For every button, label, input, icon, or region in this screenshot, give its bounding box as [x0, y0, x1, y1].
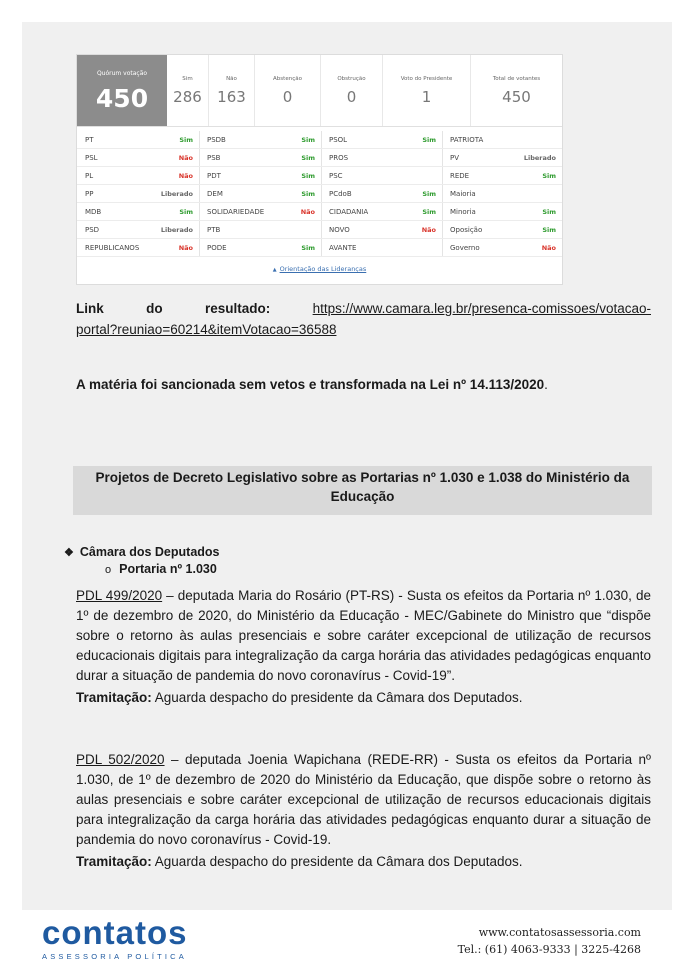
logo-word: contatos	[42, 914, 188, 951]
party-name: Minoria	[450, 208, 476, 216]
party-cell	[442, 131, 562, 149]
party-name: REPUBLICANOS	[85, 244, 140, 252]
stat-total-votantes	[471, 55, 562, 126]
party-cell	[321, 185, 442, 203]
party-name: PP	[85, 190, 94, 198]
stat-sim	[167, 55, 209, 126]
pdl-description: – deputada Maria do Rosário (PT-RS) - Susta os efeitos da Portaria nº 1.030, de 1º de dezembro de 2020, do Ministério da Educação - MEC/Gabinete do Ministro que “dispõe sobre o retorno às aulas presenciais e sobre caráter excepcional de utilização de recursos educacionais digitais para integralização da carga horária das atividades pedagógicas enquanto durar a situação de pandemia do novo coronavírus - Covid-19”.	[76, 588, 651, 683]
result-url-line1[interactable]: https://www.camara.leg.br/presenca-comissoes/votacao-	[312, 301, 651, 316]
stat-value: 286	[173, 88, 202, 106]
party-name: PCdoB	[329, 190, 352, 198]
party-vote: Sim	[422, 136, 436, 144]
stat-value: 0	[282, 88, 293, 106]
house-label: Câmara dos Deputados	[79, 545, 220, 559]
stat-obstrucao	[321, 55, 383, 126]
party-vote: Sim	[179, 136, 193, 144]
party-cell	[442, 203, 562, 221]
stat-label: Obstrução	[337, 76, 366, 82]
quorum-label: Quórum votação	[96, 70, 148, 77]
vote-summary-header	[77, 55, 562, 127]
party-vote: Sim	[422, 208, 436, 216]
stat-label: Não	[226, 76, 237, 82]
party-cell	[199, 221, 321, 239]
stat-abstencao	[255, 55, 321, 126]
party-vote: Sim	[301, 190, 315, 198]
triangle-up-icon: ▲	[272, 267, 277, 273]
party-cell	[442, 167, 562, 185]
stat-label: Voto do Presidente	[400, 76, 453, 82]
result-link-block	[76, 298, 651, 340]
party-name: DEM	[207, 190, 223, 198]
party-vote: Não	[300, 208, 315, 216]
stat-value: 0	[346, 88, 357, 106]
vote-result-panel	[76, 54, 563, 285]
party-vote: Não	[178, 154, 193, 162]
party-cell	[321, 131, 442, 149]
party-vote: Sim	[542, 172, 556, 180]
link-label-word: Link	[76, 301, 104, 316]
party-vote: Sim	[542, 226, 556, 234]
party-vote: Não	[178, 172, 193, 180]
section-title-line: Educação	[330, 489, 395, 504]
party-cell	[442, 239, 562, 257]
tramitacao-text: Aguarda despacho do presidente da Câmara dos Deputados.	[151, 854, 523, 869]
diamond-bullet-icon: ❖	[64, 547, 74, 559]
link-label-word: resultado:	[204, 301, 271, 316]
pdl-description: – deputada Joenia Wapichana (REDE-RR) - Susta os efeitos da Portaria nº 1.030, de 1º de dezembro de 2020 do Ministério da Educação, que dispõe sobre o retorno às aulas presenciais e sobre caráter excepcional de utilização de recursos educacionais digitais para integralização da carga horária das atividades pedagógicas enquanto durar a situação de pandemia do novo coronavírus - Covid-19.	[76, 752, 651, 847]
logo-tagline: ASSESSORIA POLÍTICA	[42, 952, 187, 961]
party-vote: Não	[421, 226, 436, 234]
party-name: PTB	[207, 226, 221, 234]
link-label-word: do	[146, 301, 163, 316]
party-name: Maioria	[450, 190, 476, 198]
party-name: PSL	[85, 154, 98, 162]
party-name: AVANTE	[329, 244, 357, 252]
party-cell	[77, 203, 199, 221]
stat-value: 163	[217, 88, 246, 106]
party-vote: Sim	[301, 172, 315, 180]
party-cell	[199, 131, 321, 149]
party-name: REDE	[450, 172, 470, 180]
portaria-label: Portaria nº 1.030	[119, 562, 217, 576]
party-vote: Não	[541, 244, 556, 252]
quorum-box	[77, 55, 167, 126]
party-vote: Liberado	[160, 190, 193, 198]
party-name: PSB	[207, 154, 221, 162]
stat-label: Abstenção	[273, 76, 302, 82]
party-cell	[199, 149, 321, 167]
party-name: NOVO	[329, 226, 350, 234]
footer-website[interactable]: www.contatosassessoria.com	[478, 926, 641, 939]
sanction-text: A matéria foi sancionada sem vetos e transformada na Lei nº 14.113/2020	[76, 377, 545, 392]
circle-bullet-icon: o	[105, 564, 112, 576]
party-vote: Sim	[301, 136, 315, 144]
party-vote: Sim	[301, 154, 315, 162]
tramitacao-text: Aguarda despacho do presidente da Câmara dos Deputados.	[151, 690, 523, 705]
tramitacao-line	[76, 690, 523, 705]
stat-nao	[209, 55, 255, 126]
party-name: PL	[85, 172, 94, 180]
pdl-item	[76, 750, 651, 850]
sanction-note	[76, 377, 548, 392]
result-url-line2[interactable]: portal?reuniao=60214&itemVotacao=36588	[76, 322, 337, 337]
party-name: MDB	[85, 208, 102, 216]
party-vote: Sim	[179, 208, 193, 216]
party-vote: Liberado	[160, 226, 193, 234]
tramitacao-line	[76, 854, 523, 869]
party-name: PROS	[329, 154, 349, 162]
party-cell	[199, 239, 321, 257]
party-cell	[442, 149, 562, 167]
orientation-link-text[interactable]: Orientação das Lideranças	[279, 265, 367, 273]
party-name: SOLIDARIEDADE	[207, 208, 265, 216]
party-cell	[77, 239, 199, 257]
contatos-logo	[42, 916, 188, 961]
party-cell	[321, 149, 442, 167]
party-vote: Sim	[542, 208, 556, 216]
section-title-line: Projetos de Decreto Legislativo sobre as Portarias nº 1.030 e 1.038 do Ministério da	[95, 470, 630, 485]
party-cell	[199, 167, 321, 185]
party-cell	[321, 203, 442, 221]
party-name: PDT	[207, 172, 221, 180]
party-cell	[77, 131, 199, 149]
party-cell	[77, 221, 199, 239]
party-vote: Sim	[301, 244, 315, 252]
party-name: PT	[85, 136, 94, 144]
house-heading	[64, 545, 220, 559]
party-name: PV	[450, 154, 460, 162]
sanction-period: .	[544, 377, 548, 392]
party-cell	[77, 149, 199, 167]
stat-label: Sim	[182, 76, 193, 82]
stat-value: 1	[421, 88, 432, 106]
tramitacao-label: Tramitação:	[76, 690, 152, 705]
party-name: PSOL	[329, 136, 348, 144]
party-name: PSDB	[207, 136, 226, 144]
section-title	[73, 466, 652, 515]
party-cell	[321, 239, 442, 257]
party-cell	[442, 185, 562, 203]
quorum-value: 450	[95, 84, 149, 113]
party-name: PSC	[329, 172, 343, 180]
party-cell	[199, 203, 321, 221]
party-cell	[321, 221, 442, 239]
party-name: PSD	[85, 226, 100, 234]
tramitacao-label: Tramitação:	[76, 854, 152, 869]
portaria-heading	[105, 562, 217, 576]
party-cell	[77, 167, 199, 185]
party-name: Governo	[450, 244, 480, 252]
party-name: PATRIOTA	[450, 136, 484, 144]
party-vote: Sim	[422, 190, 436, 198]
pdl-link[interactable]: PDL 499/2020	[76, 588, 163, 603]
party-name: CIDADANIA	[329, 208, 369, 216]
party-vote: Não	[178, 244, 193, 252]
orientation-link[interactable]	[77, 265, 562, 273]
party-cell	[442, 221, 562, 239]
party-cell	[77, 185, 199, 203]
party-vote: Liberado	[523, 154, 556, 162]
party-name: Oposição	[450, 226, 483, 234]
pdl-link[interactable]: PDL 502/2020	[76, 752, 165, 767]
stat-value: 450	[502, 88, 531, 106]
party-cell	[199, 185, 321, 203]
stat-label: Total de votantes	[492, 76, 541, 82]
party-name: PODE	[207, 244, 227, 252]
party-cell	[321, 167, 442, 185]
stat-voto-presidente	[383, 55, 471, 126]
footer-phone: Tel.: (61) 4063-9333 | 3225-4268	[457, 943, 641, 956]
footer-contact	[458, 924, 641, 958]
pdl-item	[76, 586, 651, 686]
